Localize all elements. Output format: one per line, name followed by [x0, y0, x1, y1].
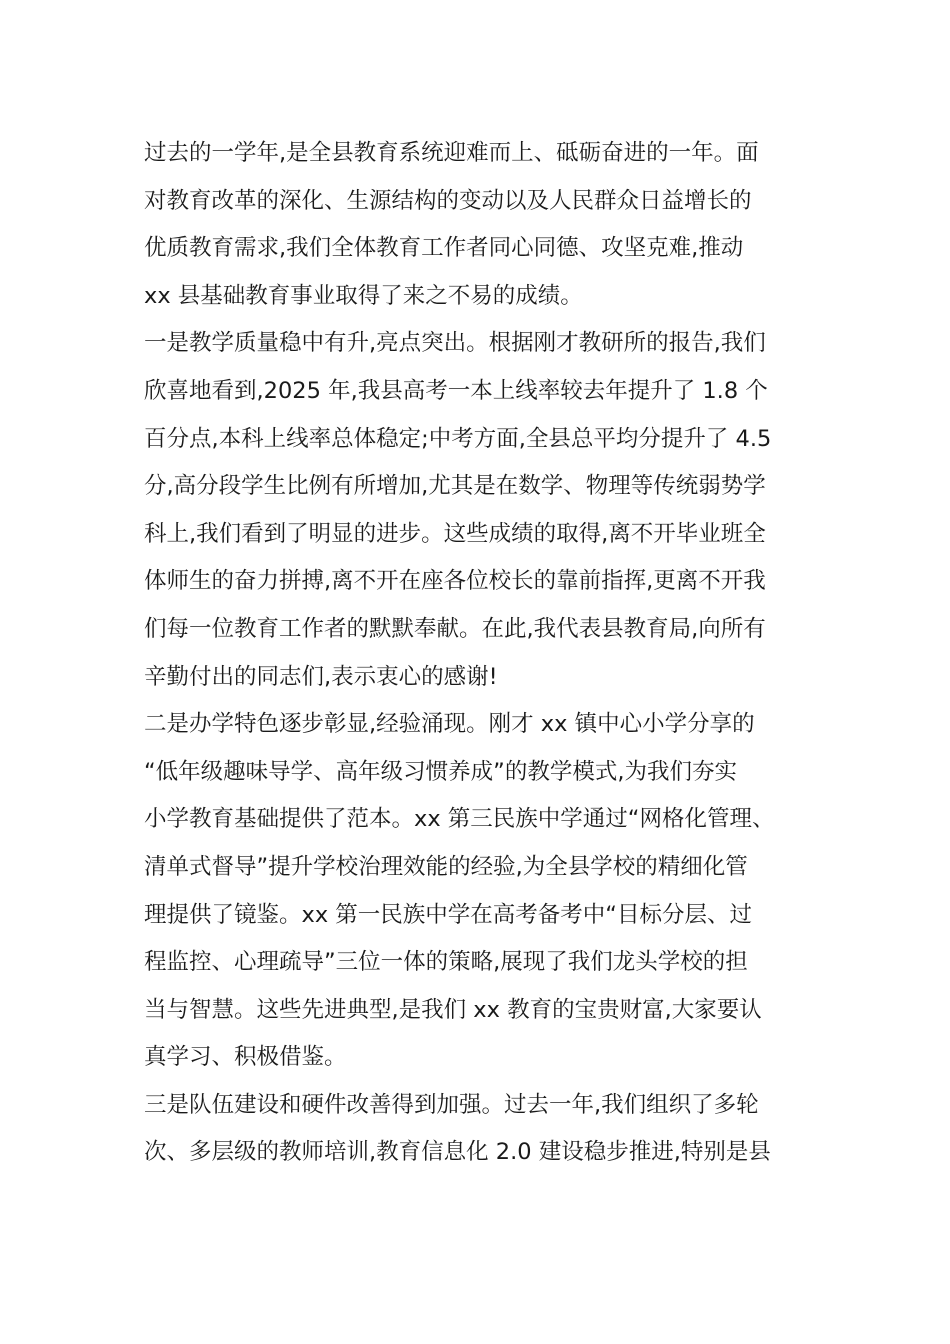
- text-line: 二是办学特色逐步彰显,经验涌现。刚才 xx 镇中心小学分享的: [144, 711, 755, 738]
- text-line: 科上,我们看到了明显的进步。这些成绩的取得,离不开毕业班全: [144, 520, 766, 547]
- text-line: “低年级趣味导学、高年级习惯养成”的教学模式,为我们夯实: [144, 758, 737, 785]
- text-line: 当与智慧。这些先进典型,是我们 xx 教育的宝贵财富,大家要认: [144, 996, 762, 1023]
- text-line: 清单式督导”提升学校治理效能的经验,为全县学校的精细化管: [144, 853, 748, 880]
- text-line: 小学教育基础提供了范本。xx 第三民族中学通过“网格化管理、: [144, 806, 775, 833]
- paragraph-school-features: [144, 701, 824, 1082]
- paragraph-team-building: [144, 1082, 824, 1177]
- text-line: 三是队伍建设和硬件改善得到加强。过去一年,我们组织了多轮: [144, 1091, 759, 1118]
- document-body: [144, 130, 824, 1177]
- text-line: 一是教学质量稳中有升,亮点突出。根据刚才教研所的报告,我们: [144, 330, 766, 357]
- text-line: 优质教育需求,我们全体教育工作者同心同德、攻坚克难,推动: [144, 235, 744, 262]
- paragraph-teaching-quality: [144, 320, 824, 701]
- paragraph-intro: [144, 130, 824, 320]
- text-line: 对教育改革的深化、生源结构的变动以及人民群众日益增长的: [144, 187, 752, 214]
- text-line: 理提供了镜鉴。xx 第一民族中学在高考备考中“目标分层、过: [144, 901, 752, 928]
- text-line: 程监控、心理疏导”三位一体的策略,展现了我们龙头学校的担: [144, 949, 748, 976]
- text-line: 分,高分段学生比例有所增加,尤其是在数学、物理等传统弱势学: [144, 473, 766, 500]
- text-line: xx 县基础教育事业取得了来之不易的成绩。: [144, 282, 583, 309]
- text-line: 辛勤付出的同志们,表示衷心的感谢!: [144, 663, 498, 690]
- text-line: 们每一位教育工作者的默默奉献。在此,我代表县教育局,向所有: [144, 615, 766, 642]
- text-line: 体师生的奋力拼搏,离不开在座各位校长的靠前指挥,更离不开我: [144, 568, 766, 595]
- text-line: 过去的一学年,是全县教育系统迎难而上、砥砺奋进的一年。面: [144, 140, 759, 166]
- text-line: 真学习、积极借鉴。: [144, 1044, 347, 1071]
- text-line: 欣喜地看到,2025 年,我县高考一本上线率较去年提升了 1.8 个: [144, 377, 768, 404]
- text-line: 次、多层级的教师培训,教育信息化 2.0 建设稳步推进,特别是县: [144, 1139, 771, 1166]
- text-line: 百分点,本科上线率总体稳定;中考方面,全县总平均分提升了 4.5: [144, 425, 772, 452]
